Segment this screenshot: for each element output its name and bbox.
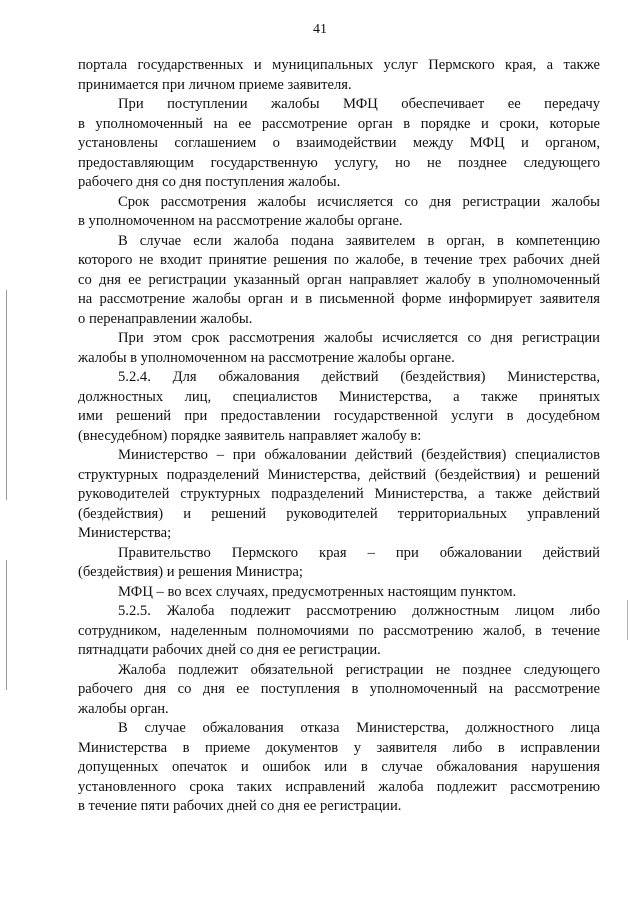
text-line: жалобы орган. [78,700,169,717]
text-line: Министерства; [78,525,172,541]
text-line: рабочего дня со дня ее поступления в уполномоченный на рассмотрение [78,681,600,697]
text-line: (бездействия) и решений руководителей территориальных управлений [78,505,600,522]
text-line: жалобы в уполномоченном на рассмотрение жалобы органе. [78,349,455,366]
scan-margin-mark [6,290,7,500]
document-body [78,56,600,817]
text-line: При поступлении жалобы МФЦ обеспечивает ее передачу [118,96,600,112]
text-line: со дня ее регистрации указанный орган направляет жалобу в уполномоченный [78,271,600,288]
text-line: о перенаправлении жалобы. [78,310,253,327]
text-line: в уполномоченный на ее рассмотрение орган в порядке и сроки, которые [78,115,600,132]
text-line: (бездействия) и решения Министра; [78,564,303,580]
text-line: При этом срок рассмотрения жалобы исчисляется со дня регистрации [118,330,600,346]
text-line: установлены соглашением о взаимодействии между МФЦ и органом, [78,135,600,151]
text-line: пятнадцати рабочих дней со дня ее регистрации. [78,642,381,658]
text-line: установленного срока таких исправлений жалоба подлежит рассмотрению [78,778,600,795]
scan-margin-mark [6,560,7,690]
text-line: МФЦ – во всех случаях, предусмотренных настоящим пунктом. [118,583,517,600]
text-line: принимается при личном приеме заявителя. [78,76,352,93]
text-line: Министерство – при обжаловании действий (бездействия) специалистов [118,447,600,463]
text-line: портала государственных и муниципальных услуг Пермского края, а также [78,57,600,73]
page-number: 41 [313,22,327,37]
text-line: которого не входит принятие решения по жалобе, в течение трех рабочих дней [78,252,600,268]
text-line: Жалоба подлежит обязательной регистрации не позднее следующего [118,661,600,678]
text-line: Министерства в приеме документов у заявителя либо в исправлении [78,739,600,756]
text-line: 5.2.5. Жалоба подлежит рассмотрению должностным лицом либо [118,603,600,619]
text-line: сотрудником, наделенным полномочиями по рассмотрению жалоб, в течение [78,622,600,639]
text-line: на рассмотрение жалобы орган и в письменной форме информирует заявителя [78,291,600,307]
text-line: 5.2.4. Для обжалования действий (бездействия) Министерства, [118,369,600,385]
text-line: В случае обжалования отказа Министерства, должностного лица [118,720,600,736]
text-line: должностных лиц, специалистов Министерства, а также принятых [78,388,600,405]
text-line: допущенных опечаток и ошибок или в случае обжалования нарушения [78,759,600,775]
scan-margin-mark [627,600,628,640]
text-line: предоставляющим государственную услугу, но не позднее следующего [78,154,600,171]
text-line: в уполномоченном на рассмотрение жалобы органе. [78,213,403,229]
text-line: (внесудебном) порядке заявитель направляет жалобу в: [78,427,422,444]
text-line: рабочего дня со дня поступления жалобы. [78,174,341,190]
text-line: ими решений при предоставлении государственной услуги в досудебном [78,408,600,424]
text-line: руководителей структурных подразделений Министерства, а также действий [78,486,600,502]
text-line: Срок рассмотрения жалобы исчисляется со дня регистрации жалобы [118,193,600,210]
text-line: В случае если жалоба подана заявителем в орган, в компетенцию [118,232,600,249]
text-line: в течение пяти рабочих дней со дня ее регистрации. [78,798,402,814]
text-line: структурных подразделений Министерства, действий (бездействия) и решений [78,466,600,483]
text-line: Правительство Пермского края – при обжаловании действий [118,544,600,561]
